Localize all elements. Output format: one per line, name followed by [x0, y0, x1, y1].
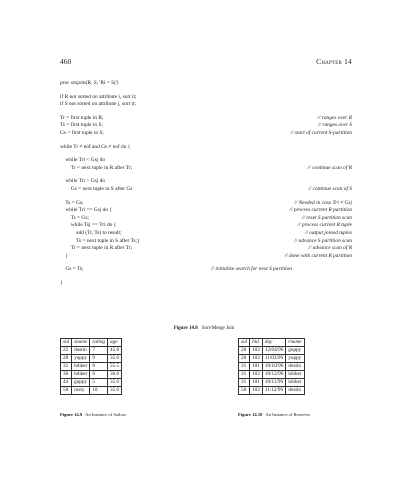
code-comment: // ranges over R: [317, 114, 352, 121]
table-cell: 28: [239, 355, 250, 363]
table-cell: 58: [239, 387, 250, 395]
code-text: while Tri == Gsj do {: [60, 207, 112, 214]
code-text: Tr = next tuple in R after Tr;: [60, 245, 133, 252]
figure-14-9-caption: [60, 412, 126, 417]
figure-label: Figure 14.8: [173, 326, 198, 331]
figure-title: An Instance of Sailors: [85, 412, 127, 417]
table-cell: 35.0: [108, 379, 122, 387]
code-line: [60, 130, 352, 138]
code-comment: // initialize search for next S partition: [211, 266, 292, 273]
code-line: [60, 207, 352, 215]
code-text: }: [60, 252, 68, 259]
code-text: Ts = next tuple in S after Ts;}: [60, 237, 140, 244]
code-comment: // advance S partition scan: [294, 237, 352, 244]
table-cell: 103: [250, 387, 263, 395]
code-text: proc smjoin(R, S, 'Ri = Sj'): [60, 80, 119, 86]
column-header: age: [108, 339, 122, 347]
table-row: [239, 387, 305, 395]
figure-14-8-caption: [0, 326, 408, 331]
code-line: [60, 115, 352, 123]
sailors-table: [60, 338, 122, 395]
table-cell: guppy: [286, 347, 304, 355]
code-line: [60, 157, 352, 165]
column-header: sid: [61, 339, 72, 347]
table-cell: 35.0: [108, 355, 122, 363]
table-cell: 10/10/96: [262, 363, 285, 371]
sort-merge-join-code: [60, 80, 352, 287]
page-header: [60, 57, 352, 66]
code-line: [60, 280, 352, 288]
code-comment: // reset S partition scan: [301, 214, 352, 221]
code-text: Gs = next tuple in S after Gs: [60, 185, 133, 192]
code-line: [60, 230, 352, 238]
code-line: [60, 253, 352, 261]
table-cell: yuppy: [286, 355, 304, 363]
code-line: [60, 200, 352, 208]
table-cell: lubber: [72, 363, 90, 371]
code-text: while Tr ≠ eof and Gs ≠ eof do {: [60, 143, 131, 150]
table-cell: 8: [90, 363, 108, 371]
code-comment: // ranges over S: [318, 122, 352, 129]
table-cell: lubber: [286, 371, 304, 379]
table-row: [239, 347, 305, 355]
code-line: [60, 165, 352, 173]
code-text: Gs = first tuple in S;: [60, 129, 104, 136]
column-header: day: [262, 339, 285, 347]
table-cell: 103: [250, 347, 263, 355]
code-line: [60, 238, 352, 246]
figure-title: Sort-Merge Join: [201, 326, 235, 331]
code-line: [60, 222, 352, 230]
code-comment: // advance scan of R: [308, 245, 352, 252]
figure-label: Figure 14.10: [238, 412, 263, 417]
code-text: if S not sorted on attribute j, sort it;: [60, 101, 136, 108]
table-row: [61, 347, 122, 355]
code-text: while Tri < Gsj do: [60, 157, 105, 164]
table-cell: dustin: [72, 347, 90, 355]
code-comment: // process current R tuple: [297, 222, 352, 229]
table-cell: 11/03/96: [262, 355, 285, 363]
code-text: Gs = Ts;: [60, 266, 84, 273]
table-header-row: [61, 339, 122, 347]
code-line: [60, 266, 352, 274]
table-row: [61, 379, 122, 387]
table-cell: 45.0: [108, 347, 122, 355]
code-line: [60, 122, 352, 130]
table-cell: yuppy: [72, 355, 90, 363]
code-comment: // continue scan of R: [307, 164, 352, 171]
table-cell: 22: [61, 347, 72, 355]
table-cell: dustin: [286, 387, 304, 395]
table-cell: 10/11/96: [262, 379, 285, 387]
code-text: while Tri > Gsj do: [60, 178, 105, 185]
table-cell: lubber: [286, 379, 304, 387]
table-cell: 28: [61, 355, 72, 363]
column-header: sname: [72, 339, 90, 347]
table-row: [61, 355, 122, 363]
code-line: [60, 144, 352, 152]
code-comment: // Needed in case Tri ≠ Gsj: [294, 199, 352, 206]
page-number: 460: [60, 57, 72, 66]
column-header: rname: [286, 339, 304, 347]
code-text: Tr = first tuple in R;: [60, 114, 104, 121]
chapter-title: Chapter 14: [316, 57, 352, 66]
code-text: if R not sorted on attribute i, sort it;: [60, 93, 137, 100]
table-row: [239, 371, 305, 379]
table-cell: 31: [239, 363, 250, 371]
table-cell: 12/04/96: [262, 347, 285, 355]
table-header-row: [239, 339, 305, 347]
table-cell: 28: [239, 347, 250, 355]
table-cell: 7: [90, 347, 108, 355]
code-line: [60, 80, 352, 88]
table-cell: 6: [90, 371, 108, 379]
code-comment: // start of current S-partition: [290, 129, 352, 136]
code-line: [60, 101, 352, 109]
code-text: }: [60, 279, 63, 286]
column-header: sid: [239, 339, 250, 347]
code-line: [60, 178, 352, 186]
table-cell: dustin: [286, 363, 304, 371]
table-cell: 44: [61, 379, 72, 387]
column-header: bid: [250, 339, 263, 347]
code-text: Ts = first tuple in S;: [60, 122, 103, 129]
table-cell: 9: [90, 355, 108, 363]
reserves-table: [238, 338, 305, 395]
code-text: Ts = Gs;: [60, 214, 89, 221]
code-line: [60, 215, 352, 223]
code-line: [60, 245, 352, 253]
table-row: [239, 363, 305, 371]
table-row: [239, 355, 305, 363]
code-text: while Tsj == Tri do {: [60, 222, 117, 229]
table-cell: 11/12/96: [262, 387, 285, 395]
table-cell: lubber: [72, 371, 90, 379]
table-cell: guppy: [72, 379, 90, 387]
table-cell: 5: [90, 379, 108, 387]
table-cell: 35.0: [108, 387, 122, 395]
table-cell: 31: [239, 379, 250, 387]
table-cell: 31: [239, 371, 250, 379]
table-row: [239, 379, 305, 387]
table-row: [61, 371, 122, 379]
figure-title: An Instance of Reserves: [265, 412, 311, 417]
table-cell: 31: [61, 363, 72, 371]
code-text: Tr = next tuple in R after Tr;: [60, 164, 133, 171]
figure-14-10-caption: [238, 412, 310, 417]
table-cell: 101: [250, 379, 263, 387]
figure-label: Figure 14.9: [60, 412, 83, 417]
code-comment: // done with current R partition: [284, 252, 352, 259]
table-cell: 101: [250, 363, 263, 371]
table-cell: 102: [250, 371, 263, 379]
table-cell: 103: [250, 355, 263, 363]
table-row: [61, 387, 122, 395]
code-text: Ts = Gs;: [60, 199, 84, 206]
code-line: [60, 186, 352, 194]
table-cell: 58: [61, 387, 72, 395]
table-cell: 36.0: [108, 371, 122, 379]
table-cell: 36: [61, 371, 72, 379]
table-cell: 55.5: [108, 363, 122, 371]
table-row: [61, 363, 122, 371]
code-comment: // output joined tuples: [304, 229, 352, 236]
table-cell: 10: [90, 387, 108, 395]
column-header: rating: [90, 339, 108, 347]
table-cell: rusty: [72, 387, 90, 395]
code-comment: // continue scan of S: [308, 185, 352, 192]
table-cell: 10/12/96: [262, 371, 285, 379]
code-comment: // process current R partition: [289, 207, 352, 214]
code-text: add (Tr, Ts) to result;: [60, 229, 122, 236]
